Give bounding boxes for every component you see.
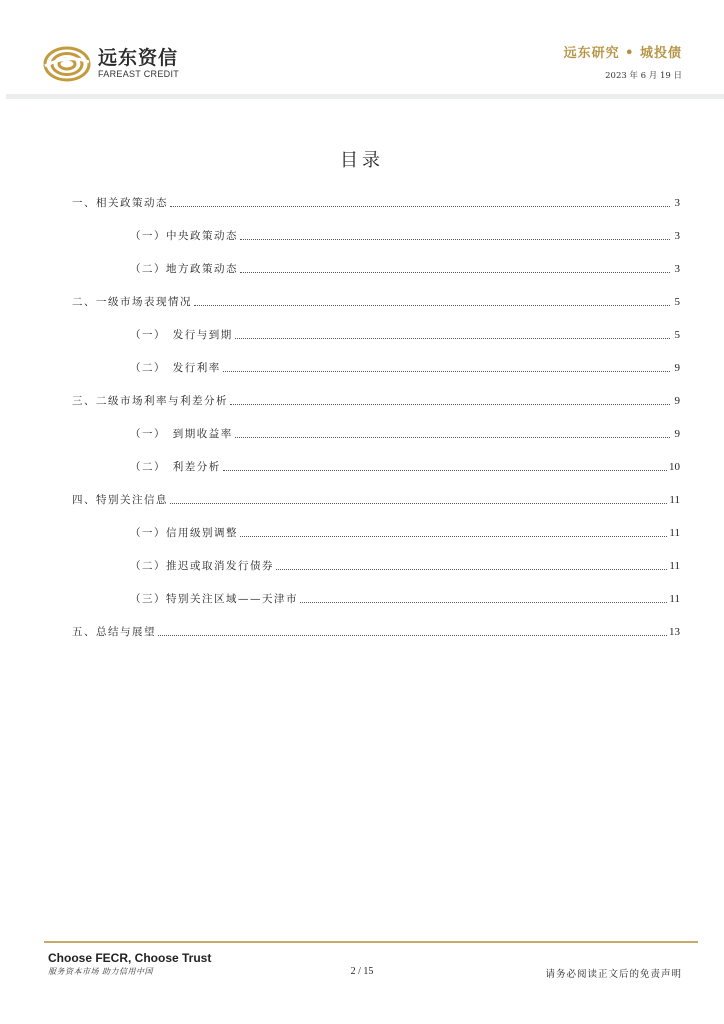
toc-entry[interactable] [72,417,680,450]
toc-entry[interactable] [72,186,680,219]
footer-slogan: Choose FECR, Choose Trust [48,951,212,965]
toc-entry-page: 13 [669,625,680,638]
toc-entry[interactable] [72,450,680,483]
toc-leader-dots [276,569,667,570]
toc-leader-dots [235,338,670,339]
toc-leader-dots [194,305,670,306]
report-series-title: 远东研究 • 城投债 [563,46,682,61]
toc-entry-page: 9 [674,394,680,407]
toc-leader-dots [223,371,670,372]
header-divider [6,94,724,99]
toc-entry-page: 11 [669,526,680,539]
toc-entry[interactable] [72,582,680,615]
toc-leader-dots [240,272,670,273]
toc-leader-dots [170,503,667,504]
footer-subtitle: 服务资本市场 助力信用中国 [48,967,154,976]
toc-entry[interactable] [72,285,680,318]
toc-entry-page: 9 [674,427,680,440]
toc-entry[interactable] [72,219,680,252]
toc-entry[interactable] [72,318,680,351]
toc-leader-dots [230,404,670,405]
fareast-logo-icon [42,44,92,84]
toc-entry-label: （二）推迟或取消发行债券 [130,560,274,572]
toc-entry[interactable] [72,483,680,516]
page-header [0,0,724,100]
footer-divider [44,941,698,943]
toc-entry-page: 3 [674,229,680,242]
logo-chinese-name: 远东资信 [98,47,179,69]
toc-leader-dots [235,437,670,438]
toc-entry-label: （二） 发行利率 [130,362,221,374]
page-number: 2 / 15 [350,966,374,977]
toc-leader-dots [300,602,667,603]
footer-disclaimer: 请务必阅读正文后的免责声明 [545,969,682,980]
toc-entry[interactable] [72,384,680,417]
toc-entry[interactable] [72,549,680,582]
toc-entry-page: 5 [674,295,680,308]
toc-entry-label: （一）中央政策动态 [130,230,238,242]
toc-entry-label: （二）地方政策动态 [130,263,238,275]
toc-entry-label: 二、一级市场表现情况 [72,296,192,308]
toc-entry-label: 四、特别关注信息 [72,494,168,506]
toc-entry-label: 三、二级市场利率与利差分析 [72,395,228,407]
toc-entry-label: （二） 利差分析 [130,461,221,473]
toc-entry-page: 11 [669,592,680,605]
toc-entry[interactable] [72,615,680,648]
toc-leader-dots [170,206,670,207]
logo [42,44,179,84]
toc-entry[interactable] [72,516,680,549]
toc-leader-dots [240,239,670,240]
toc-entry-label: （一） 发行与到期 [130,329,233,341]
toc-entry-page: 5 [674,328,680,341]
toc-entry-label: 一、相关政策动态 [72,197,168,209]
table-of-contents [72,186,680,648]
toc-leader-dots [158,635,667,636]
toc-entry-page: 3 [674,196,680,209]
logo-english-name: FAREAST CREDIT [98,69,180,79]
toc-entry-label: （三）特别关注区域——天津市 [130,593,298,605]
toc-entry[interactable] [72,351,680,384]
toc-title: 目录 [340,150,384,171]
toc-leader-dots [223,470,667,471]
toc-entry-page: 11 [669,559,680,572]
toc-entry-label: （一） 到期收益率 [130,428,233,440]
toc-entry-page: 10 [669,460,680,473]
toc-entry-page: 11 [669,493,680,506]
toc-entry[interactable] [72,252,680,285]
toc-entry-page: 9 [674,361,680,374]
toc-entry-label: （一）信用级别调整 [130,527,238,539]
toc-entry-label: 五、总结与展望 [72,626,156,638]
toc-entry-page: 3 [674,262,680,275]
report-date: 2023 年 6 月 19 日 [605,71,682,81]
toc-leader-dots [240,536,667,537]
